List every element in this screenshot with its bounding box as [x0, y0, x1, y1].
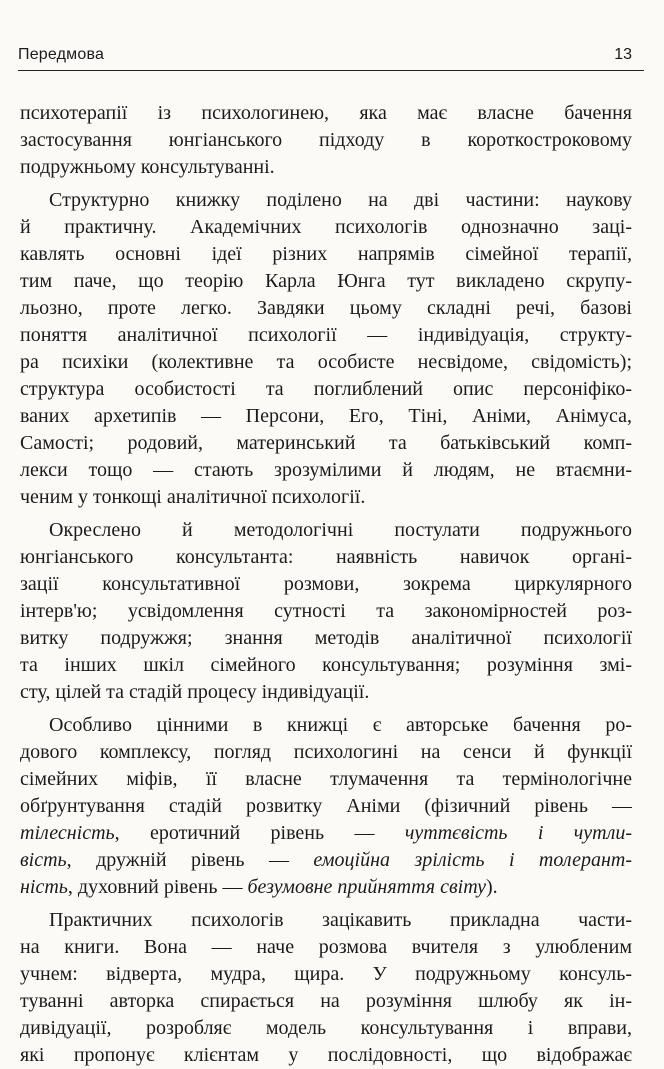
header-rule — [18, 70, 644, 71]
text-segment: Окреслено й методологічні постулати подружнього — [49, 519, 632, 541]
text-line — [20, 1042, 632, 1069]
text-line — [20, 430, 632, 457]
text-line — [20, 1015, 632, 1042]
text-segment: , еротичний рівень — — [114, 822, 405, 844]
text-line — [20, 571, 632, 598]
text-line — [20, 544, 632, 571]
text-line — [20, 793, 632, 820]
text-line — [20, 268, 632, 295]
text-line — [20, 847, 632, 874]
text-line — [20, 484, 632, 511]
italic-segment: безумовне прийняття світу — [247, 876, 487, 898]
text-segment: Особливо цінними в книжці є авторське бачення ро- — [49, 714, 632, 736]
text-line — [20, 376, 632, 403]
text-line — [20, 679, 632, 706]
text-line — [20, 961, 632, 988]
text-segment: дивідуації, розробляє модель консультування і вправи, — [20, 1017, 632, 1039]
text-segment: обґрунтування стадій розвитку Аніми (фізичний рівень — — [20, 795, 632, 817]
text-segment: подружньому консультуванні. — [20, 156, 275, 178]
text-segment: , духовний рівень — — [67, 876, 248, 898]
text-line — [20, 349, 632, 376]
text-segment: учнем: відверта, мудра, щира. У подружньому консуль- — [20, 963, 632, 985]
text-segment: витку подружжя; знання методів аналітичної психології — [20, 627, 632, 649]
text-line — [20, 517, 632, 544]
text-segment: лекси тощо — стають зрозумілими й людям, не втаємни- — [20, 459, 632, 481]
text-segment: на книги. Вона — наче розмова вчителя з улюбленим — [20, 936, 632, 958]
text-segment: дового комплексу, погляд психологині на сенси й функції — [20, 741, 632, 763]
text-segment: Самості; родовий, материнський та батьківський комп- — [20, 432, 632, 454]
text-segment: застосування юнгіанського підходу в короткостроковому — [20, 129, 632, 151]
italic-segment: тілесність — [20, 822, 115, 844]
text-line — [20, 625, 632, 652]
page-header — [18, 46, 644, 74]
text-segment: кавлять основні ідеї різних напрямів сімейної терапії, — [20, 243, 632, 265]
text-line — [20, 988, 632, 1015]
italic-segment: емоційна зрілість і толерант- — [313, 849, 632, 871]
text-line — [20, 820, 632, 847]
text-line — [20, 652, 632, 679]
text-line — [20, 295, 632, 322]
text-segment: зації консультативної розмови, зокрема циркулярного — [20, 573, 632, 595]
text-line — [20, 934, 632, 961]
text-segment: структура особистості та поглиблений опис персоніфіко- — [20, 378, 632, 400]
text-line — [20, 241, 632, 268]
text-segment: ваних архетипів — Персони, Его, Тіні, Аніми, Анімуса, — [20, 405, 632, 427]
text-line — [20, 214, 632, 241]
text-line — [20, 712, 632, 739]
text-segment: тим паче, що теорію Карла Юнга тут викладено скрупу- — [20, 270, 632, 292]
text-line — [20, 457, 632, 484]
text-segment: туванні авторка спирається на розуміння шлюбу як ін- — [20, 990, 632, 1012]
italic-segment: ність — [20, 876, 68, 898]
text-line — [20, 907, 632, 934]
text-segment: інтерв'ю; усвідомлення сутності та закономірностей роз- — [20, 600, 632, 622]
italic-segment: вість — [20, 849, 67, 871]
text-segment: Практичних психологів зацікавить прикладна части- — [49, 909, 632, 931]
text-segment: які пропонує клієнтам у послідовності, що відображає — [20, 1044, 632, 1066]
text-line — [20, 187, 632, 214]
text-line — [20, 598, 632, 625]
text-segment: та інших шкіл сімейного консультування; розуміння змі- — [20, 654, 632, 676]
text-segment: юнгіанського консультанта: наявність навичок органі- — [20, 546, 632, 568]
text-segment: й практичну. Академічних психологів однозначно заці- — [20, 216, 632, 238]
italic-segment: чуттєвість і чутли- — [404, 822, 632, 844]
text-line — [20, 739, 632, 766]
text-line — [20, 154, 632, 181]
text-line — [20, 766, 632, 793]
text-segment: ). — [486, 876, 498, 898]
text-segment: психотерапії із психологинею, яка має власне бачення — [20, 102, 632, 124]
text-segment: Структурно книжку поділено на дві частини: наукову — [49, 189, 632, 211]
text-line — [20, 322, 632, 349]
text-line — [20, 127, 632, 154]
text-line — [20, 874, 632, 901]
text-segment: поняття аналітичної психології — індивідуація, структу- — [20, 324, 632, 346]
text-line — [20, 100, 632, 127]
running-title: Передмова — [18, 46, 105, 63]
text-segment: сімейних міфів, її власне тлумачення та термінологічне — [20, 768, 632, 790]
text-segment: , дружній рівень — — [66, 849, 314, 871]
text-segment: льозно, проте легко. Завдяки цьому складні речі, базові — [20, 297, 632, 319]
page-number: 13 — [614, 46, 632, 63]
text-segment: ра психіки (колективне та особисте несвідоме, свідомість); — [20, 351, 632, 373]
text-line — [20, 403, 632, 430]
text-segment: сту, цілей та стадій процесу індивідуації. — [20, 681, 370, 703]
text-segment: ченим у тонкощі аналітичної психології. — [20, 486, 366, 508]
body-text — [20, 100, 632, 1069]
